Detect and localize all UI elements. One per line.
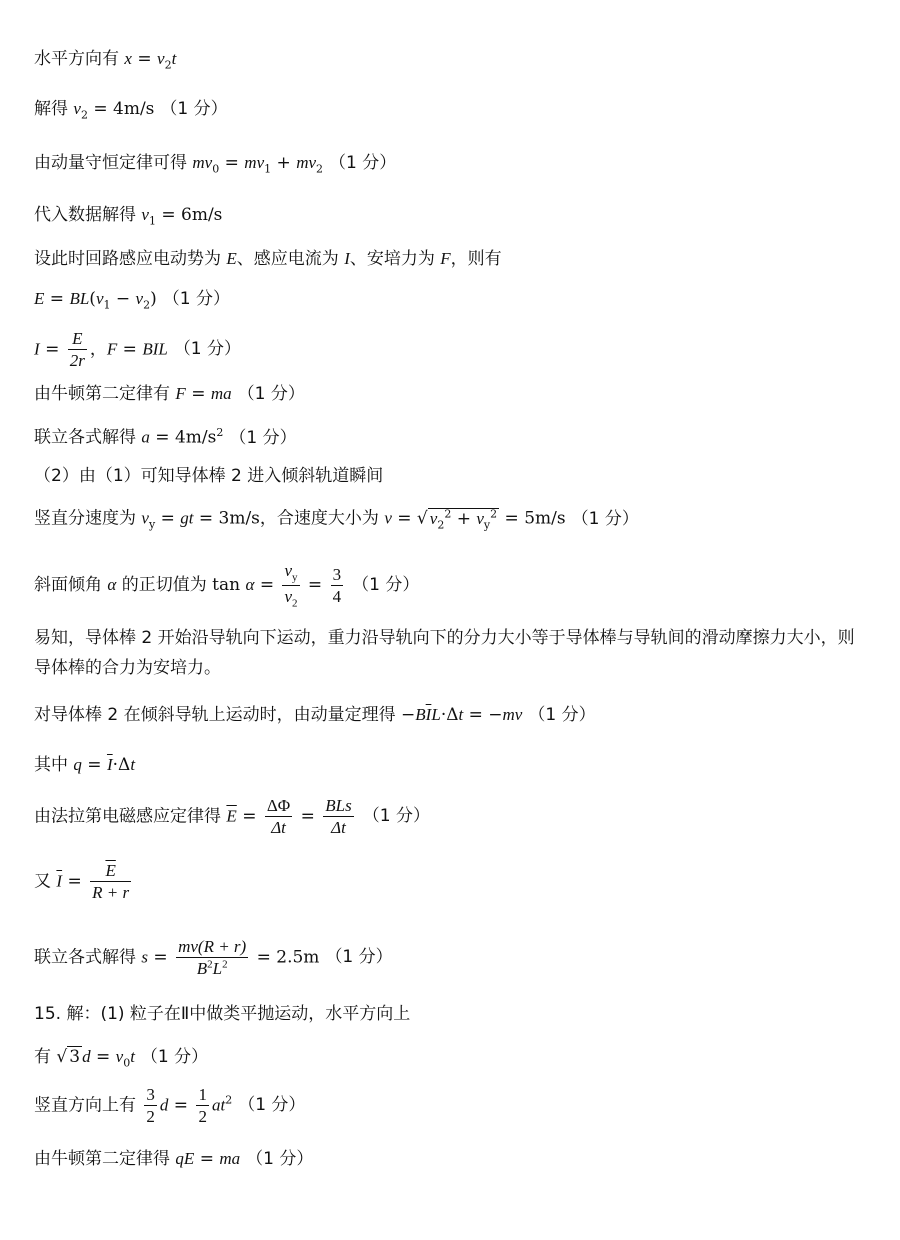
solution-line: 有 √ 3 $d = v_0t$ （1 分） [34, 1047, 209, 1070]
solution-line: 联立各式解得 s = $\frac{mv(R + r)}{B^2L^2}$ = 2.5m （1 分） [34, 937, 393, 979]
solution-line: 设此时回路感应电动势为 E、感应电流为 I、安培力为 F，则有 [34, 249, 502, 269]
solution-line: （2）由（1）可知导体棒 2 进入倾斜轨道瞬间 [34, 466, 384, 486]
solution-line: 易知，导体棒 2 开始沿导轨向下运动，重力沿导轨向下的分力大小等于导体棒与导轨间的滑动摩擦力大小，则 [34, 628, 855, 648]
solution-line: 解得 $v_2 = 4m/s$ （1 分） [34, 99, 228, 122]
solution-line: 斜面倾角 α 的正切值为 tan α = $\frac{v_y}{v_2}$ = $\frac{3}{4}$ （1 分） [34, 561, 420, 610]
solution-line: 由动量守恒定律可得 $mv_0 = mv_1 + mv_2$ （1 分） [34, 153, 397, 176]
solution-line: 由牛顿第二定律得 qE = ma （1 分） [34, 1149, 314, 1169]
solution-line: 由法拉第电磁感应定律得 $\overline{E}$ = $\frac{\Delta\Phi}{\Delta t}$ = $\frac{\text{BLs}}{\Delta t}$ （1 分） [34, 796, 430, 838]
solution-line: I = $\frac{E}{2r}$ ，F = BIL （1 分） [34, 329, 242, 371]
solution-line: 其中 $q = \overline{I}\cdot\Delta t$ [34, 755, 136, 775]
solution-line: 竖直方向上有 $\frac{3}{2}$ d = $\frac{1}{2}$ $at^2$ （1 分） [34, 1085, 306, 1127]
solution-line: 代入数据解得 $v_1 = 6m/s$ [34, 205, 223, 228]
solution-line: 联立各式解得 $a = 4m/s^2$ （1 分） [34, 426, 297, 448]
solution-line: 竖直分速度为 $v_y$ = gt = 3m/s，合速度大小为 v = √ $v_2^2 + v_y^2 = 5m/s$ （1 分） [34, 507, 639, 532]
solution-line: 由牛顿第二定律有 F = ma （1 分） [34, 384, 305, 404]
solution-line: 导体棒的合力为安培力。 [34, 658, 221, 678]
solution-line: $E = BL(v_1 - v_2)$ （1 分） [34, 289, 230, 312]
solution-line: 15. 解：(1) 粒子在Ⅱ中做类平抛运动，水平方向上 [34, 1004, 411, 1024]
solution-line: 对导体棒 2 在倾斜导轨上运动时，由动量定理得 $-B\overline{I}L\cdot\Delta t = -mv$ （1 分） [34, 705, 596, 725]
solution-line: 水平方向有 $x = v_2t$ [34, 49, 177, 72]
solution-line: 又 $\overline{I}$ = $\frac{\overline{E}}{R + r}$ [34, 861, 130, 903]
